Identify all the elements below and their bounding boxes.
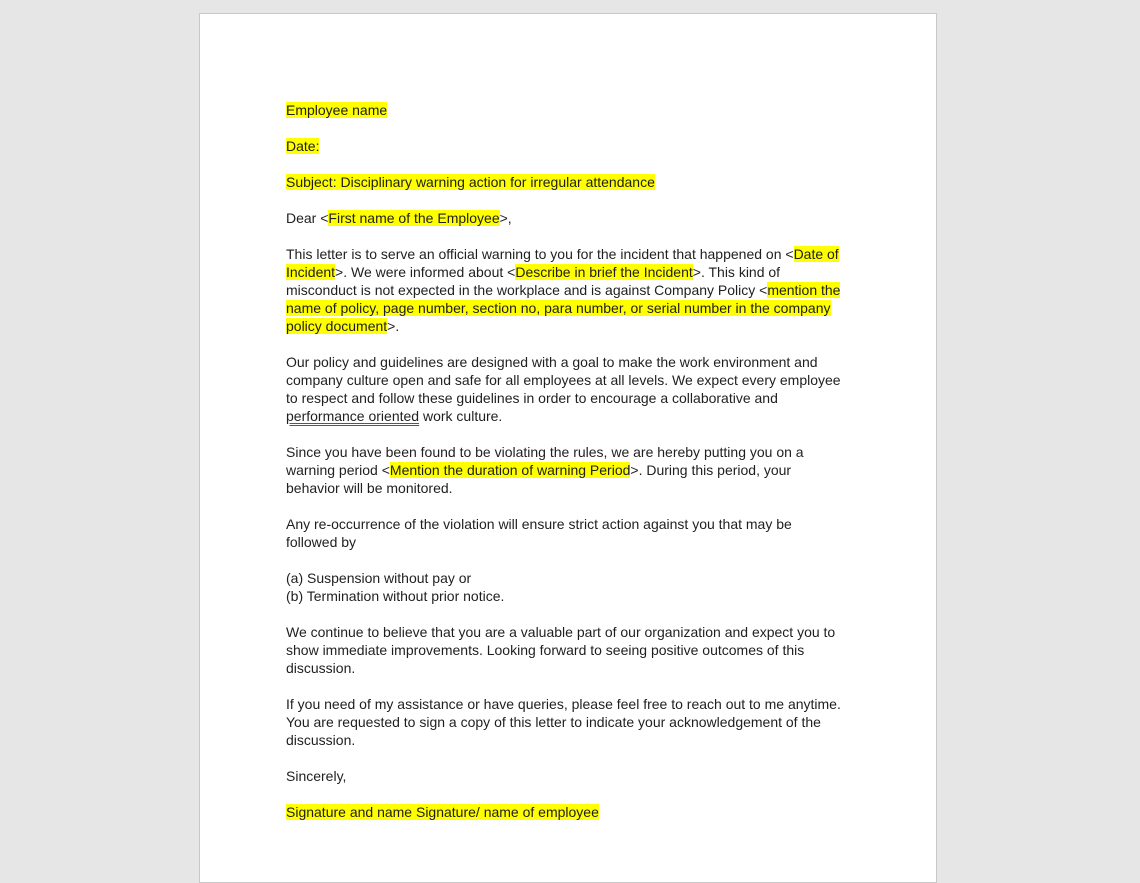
salutation [286, 209, 846, 227]
para1-text-2: >. We were informed about < [335, 264, 516, 280]
paragraph-warning-period [286, 443, 846, 497]
para3-text-1: Since you have been found to be violating the rules, we are hereby putting you on a warning period < [286, 444, 804, 478]
subject-text: Subject: Disciplinary warning action for irregular attendance [286, 174, 655, 190]
para2-text-2: work culture. [419, 408, 503, 424]
incident-description-placeholder: Describe in brief the Incident [515, 264, 693, 280]
paragraph-warning [286, 245, 846, 335]
salutation-suffix: >, [499, 210, 512, 226]
date-line [286, 137, 846, 155]
paragraph-assistance: If you need of my assistance or have queries, please feel free to reach out to me anytime. You are requested to sign a copy of this letter to indicate your acknowledgement of the discussion. [286, 696, 841, 748]
date-placeholder: Date: [286, 138, 320, 154]
para1-text-4: >. [387, 318, 400, 334]
signature-placeholder: Signature and name Signature/ name of employee [286, 804, 599, 820]
document-page [199, 13, 937, 883]
consequence-list [286, 569, 846, 605]
paragraph-policy [286, 353, 846, 425]
letter-body[interactable] [286, 101, 846, 839]
closing: Sincerely, [286, 768, 347, 784]
warning-duration-placeholder: Mention the duration of warning Period [389, 462, 631, 478]
para1-text-3: >. This kind of misconduct is not expected in the workplace and is against Company Policy < [286, 264, 781, 298]
list-item-b: (b) Termination without prior notice. [286, 588, 505, 604]
salutation-placeholder: First name of the Employee [328, 210, 500, 226]
grammar-suggestion-underline[interactable]: performance oriented [286, 408, 420, 424]
subject-line [286, 173, 846, 191]
para2-text-1: Our policy and guidelines are designed with a goal to make the work environment and company culture open and safe for all employees at all levels. We expect every employee to respect and follow these guidelines in order to encourage a collaborative and [286, 354, 841, 406]
list-item-a: (a) Suspension without pay or [286, 570, 472, 586]
para3-text-2: >. During this period, your behavior will be monitored. [286, 462, 792, 496]
employee-name-placeholder: Employee name [286, 102, 388, 118]
salutation-prefix: Dear < [286, 210, 329, 226]
para1-text-1: This letter is to serve an official warning to you for the incident that happened on < [286, 246, 794, 262]
signature-line [286, 803, 846, 821]
policy-reference-placeholder: mention the name of policy, page number, section no, para number, or serial number in the company policy document [286, 282, 841, 334]
paragraph-improvement: We continue to believe that you are a valuable part of our organization and expect you to show immediate improvements. Looking forward to seeing positive outcomes of this discussion. [286, 624, 836, 676]
incident-date-placeholder: Date of Incident [286, 246, 839, 280]
employee-name-line [286, 101, 846, 119]
paragraph-reoccurrence: Any re-occurrence of the violation will ensure strict action against you that may be followed by [286, 516, 792, 550]
